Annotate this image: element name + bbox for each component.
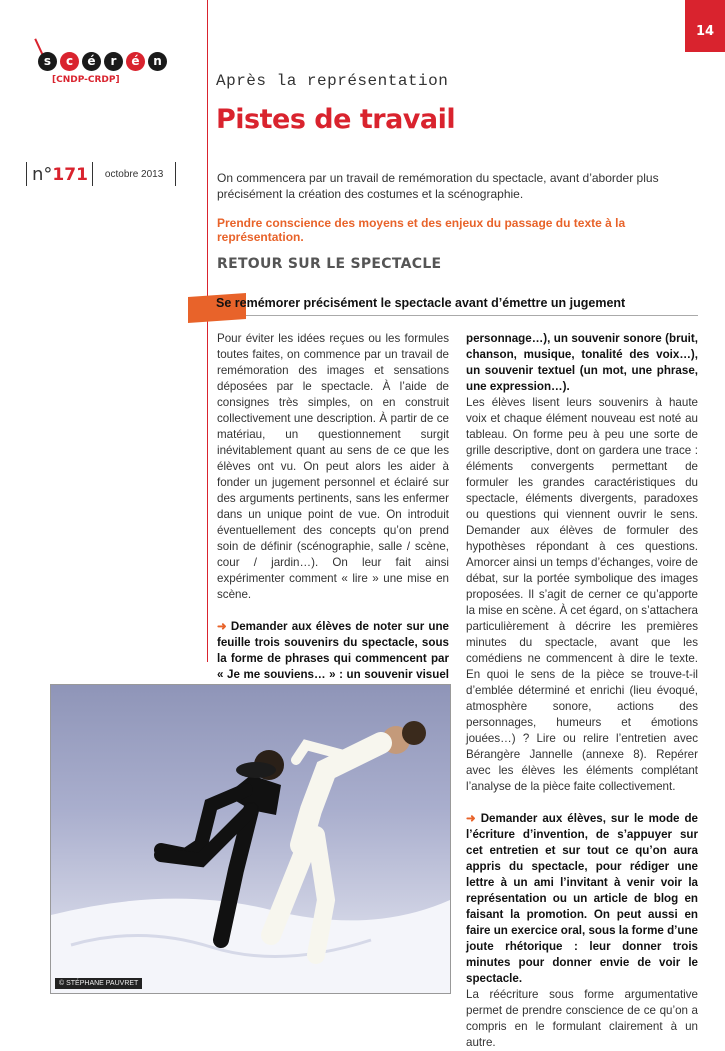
logo-letter: n — [148, 52, 167, 71]
intro-text: On commencera par un travail de remémoration du spectacle, avant d’aborder plus précisément la création des costumes et la scénographie. — [217, 171, 659, 201]
photo-illustration — [51, 685, 450, 993]
logo-letter: é — [126, 52, 145, 71]
page-number: 14 — [685, 0, 725, 52]
logo-tagline: [CNDP-CRDP] — [52, 75, 120, 85]
arrow-icon: ➜ — [217, 620, 227, 633]
page-title: Pistes de travail — [216, 104, 456, 135]
logo-letter: s — [38, 52, 57, 71]
logo-letter: é — [82, 52, 101, 71]
arrow-icon: ➜ — [466, 812, 476, 825]
column-left — [217, 331, 449, 731]
margin-rule — [207, 0, 208, 662]
divider — [175, 162, 176, 186]
paragraph: La réécriture sous forme argumentative permet de prendre conscience de ce qu’on a compris en le formulant clairement à un autre. — [466, 988, 698, 1049]
subheading: Se remémorer précisément le spectacle avant d’émettre un jugement — [216, 296, 626, 310]
logo-letters — [38, 52, 167, 71]
issue-number: n°171 — [32, 163, 88, 185]
issue-date: octobre 2013 — [104, 168, 164, 180]
section-title: RETOUR SUR LE SPECTACLE — [217, 256, 442, 272]
paragraph: personnage…), un souvenir sonore (bruit, chanson, musique, tonalité des voix…), un souvenir textuel (un mot, une phrase, une expression…). — [466, 332, 698, 393]
section-heading: Après la représentation — [216, 72, 449, 90]
column-right — [466, 331, 698, 1051]
paragraph: Les élèves lisent leurs souvenirs à haute voix et chaque élément nouveau est noté au tableau. On forme peu à peu une sorte de grille descriptive, dont on gardera une trace : éléments convergents permettant de formuler les grandes caractéristiques du spectacle, éléments divergents, paradoxes ou questions qui viennent ouvrir le sens. Demander aux élèves de formuler des hypothèses répondant à ces questions. Amorcer ainsi un temps d’échanges, voire de débat, sur la portée symbolique des images proposées. Il s’agit de cerner ce qu’apporte la mise en scène. À cet égard, on s’attachera particulièrement à décrire les premières minutes du spectacle, avant que les comédiens ne commencent à dire le texte. En quoi le sens de la pièce se trouve-t-il d’emblée déterminé et enrichi (lieu évoqué, atmosphère sonore, actions des personnages, humeurs et émotions jouées…) ? Lire ou relire l’entretien avec Bérangère Jannelle (annexe 8). Repérer avec les élèves les éléments complétant l’analyse de la pièce faite collectivement. — [466, 396, 699, 793]
issue-info — [26, 161, 176, 187]
stage-photo — [50, 684, 451, 994]
subheading-rule — [246, 315, 698, 316]
scerén-logo — [22, 38, 162, 98]
highlight-text: Prendre conscience des moyens et des enjeux du passage du texte à la représentation. — [217, 216, 626, 244]
photo-credit: © STÉPHANE PAUVRET — [55, 978, 142, 989]
instruction: ➜ Demander aux élèves, sur le mode de l’écriture d’invention, de s’appuyer sur cet entretien et sur tout ce qu’on aura appris du spectacle, pour rédiger une lettre à un ami l’invitant à venir voir la représentation ou un article de blog en faisant la promotion. On peut aussi en faire un exercice oral, sous la forme d’une joute rhétorique : leur donner trois minutes pour donner envie de voir le spectacle. — [466, 812, 698, 985]
instruction: ➜ Demander aux élèves de noter sur une feuille trois souvenirs du spectacle, sous la forme de phrases qui commencent par « Je me souviens… » : un souvenir visuel — [217, 620, 449, 681]
paragraph: Pour éviter les idées reçues ou les formules toutes faites, on commence par un travail de remémoration des images et sensations déposées par le spectacle. À l’aide de consignes très simples, on en construit collectivement une description. À partir de ce matériau, un questionnement surgit inévitablement quant au sens de ce que les élèves ont vu. On peut alors les aider à fonder un jugement personnel et éclairé sur des arguments pertinents, sans les enfermer dans un unique point de vue. On introduit éventuellement des concepts qu’on prend soin de définir (scénographie, salle / scène, cour / jardin…). On leur fait ainsi expérimenter comment « lire » une mise en scène. — [217, 332, 449, 601]
logo-letter: c — [60, 52, 79, 71]
logo-letter: r — [104, 52, 123, 71]
